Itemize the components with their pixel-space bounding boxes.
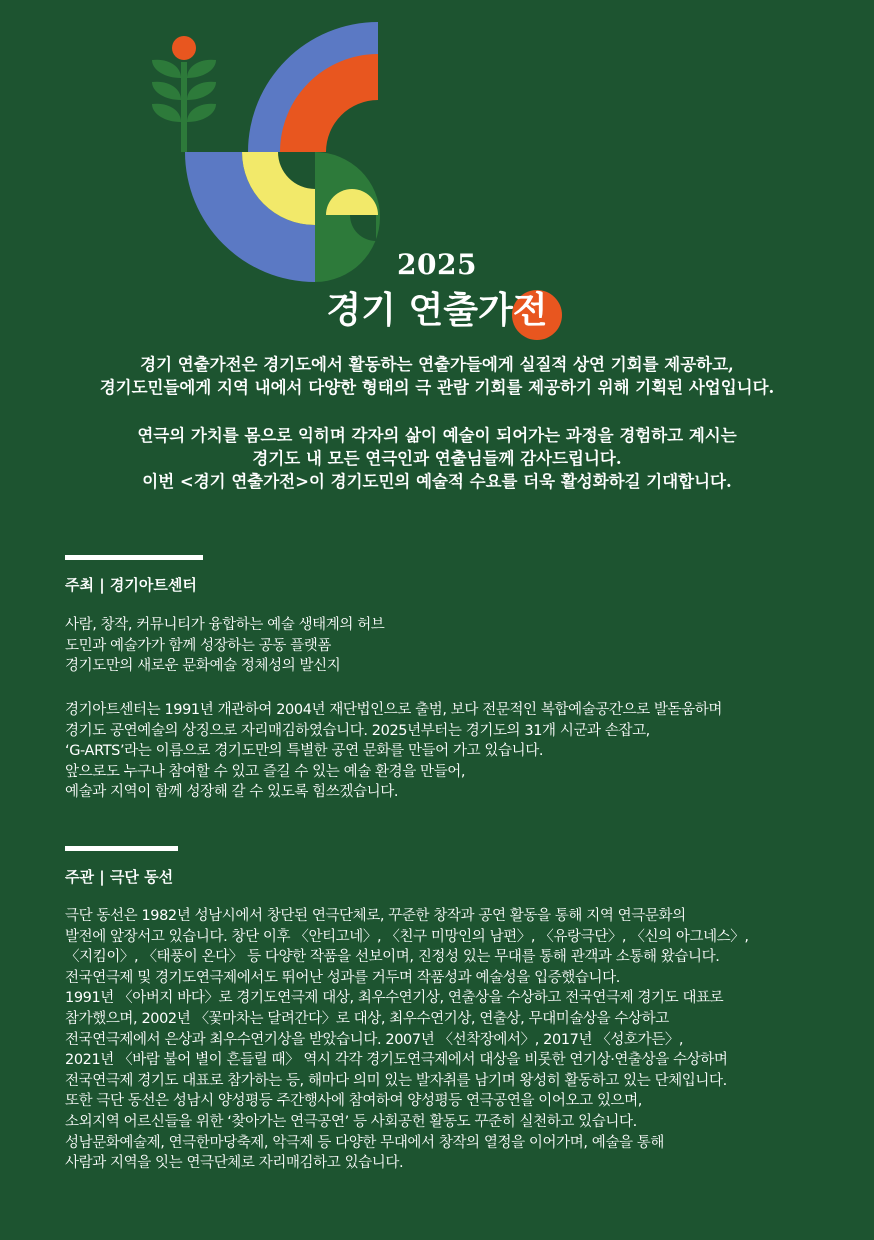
tagline: 경기도만의 새로운 문화예술 정체성의 발신지 — [65, 658, 341, 675]
intro-paragraph-2 — [0, 424, 874, 493]
intro-line: 경기 연출가전은 경기도에서 활동하는 연출가들에게 실질적 상연 기회를 제공하고, — [140, 355, 734, 374]
org-desc-line: 참가했으며, 2002년 〈꽃마차는 달려간다〉로 대상, 최우수연기상, 연출상, 무대미술상을 수상하고 — [65, 1010, 669, 1027]
org-desc-line: 전국연극제 및 경기도연극제에서도 뛰어난 성과를 거두며 작품성과 예술성을 입증했습니다. — [65, 969, 620, 986]
host-desc-line: ‘G-ARTS’라는 이름으로 경기도만의 특별한 공연 문화를 만들어 가고 있습니다. — [65, 743, 544, 760]
host-desc-line: 경기아트센터는 1991년 개관하여 2004년 재단법인으로 출범, 보다 전문적인 복합예술공간으로 발돋움하며 — [65, 702, 722, 718]
logo-leaf — [187, 60, 216, 78]
org-desc-line: 사람과 지역을 잇는 연극단체로 자리매김하고 있습니다. — [65, 1155, 404, 1172]
host-description — [65, 700, 722, 803]
host-desc-line: 예술과 지역이 함께 성장해 갈 수 있도록 힘쓰겠습니다. — [65, 784, 399, 801]
event-year: 2025 — [397, 248, 477, 281]
tagline: 도민과 예술가가 함께 성장하는 공동 플랫폼 — [65, 637, 331, 654]
intro-line: 경기도민들에게 지역 내에서 다양한 형태의 극 관람 기회를 제공하기 위해 기획된 사업입니다. — [99, 378, 775, 397]
org-desc-line: 전국연극제에서 은상과 최우수연기상을 받았습니다. 2007년 〈선착장에서〉, 2017년 〈성호가든〉, — [65, 1031, 684, 1048]
section-divider — [65, 555, 203, 560]
logo-leaf — [187, 104, 216, 122]
org-desc-line: 극단 동선은 1982년 성남시에서 창단된 연극단체로, 꾸준한 창작과 공연 활동을 통해 지역 연극문화의 — [65, 908, 686, 924]
host-taglines — [65, 615, 384, 677]
logo-leaf — [152, 104, 181, 122]
logo-leaf — [187, 82, 216, 100]
host-desc-line: 앞으로도 누구나 참여할 수 있고 즐길 수 있는 예술 환경을 만들어, — [65, 763, 466, 780]
logo-leaf — [152, 82, 181, 100]
host-heading: 주최 | 경기아트센터 — [65, 576, 197, 594]
org-desc-line: 〈지킴이〉, 〈태풍이 온다〉 등 다양한 작품을 선보이며, 진정성 있는 무대를 통해 관객과 소통해 왔습니다. — [65, 949, 720, 966]
org-desc-line: 1991년 〈아버지 바다〉로 경기도연극제 대상, 최우수연기상, 연출상을 수상하고 전국연극제 경기도 대표로 — [65, 990, 724, 1007]
tagline: 사람, 창작, 커뮤니티가 융합하는 예술 생태계의 허브 — [65, 617, 385, 633]
logo-leaf — [152, 60, 181, 78]
logo-sprout-stem — [181, 62, 187, 152]
org-desc-line: 성남문화예술제, 연극한마당축제, 악극제 등 다양한 무대에서 창작의 열정을 이어가며, 예술을 통해 — [65, 1134, 664, 1151]
org-desc-line: 소외지역 어르신들을 위한 ‘찾아가는 연극공연’ 등 사회공헌 활동도 꾸준히 실천하고 있습니다. — [65, 1113, 637, 1130]
organizer-description — [65, 906, 749, 1174]
event-title-text: 경기 연출가전 — [326, 289, 548, 331]
organizer-heading: 주관 | 극단 동선 — [65, 868, 174, 886]
section-divider — [65, 846, 178, 851]
logo-sprout-bud — [172, 36, 196, 60]
host-desc-line: 경기도 공연예술의 상징으로 자리매김하였습니다. 2025년부터는 경기도의 31개 시군과 손잡고, — [65, 722, 650, 739]
intro-line: 연극의 가치를 몸으로 익히며 각자의 삶이 예술이 되어가는 과정을 경험하고 계시는 — [137, 426, 737, 445]
intro-line: 이번 <경기 연출가전>이 경기도민의 예술적 수요를 더욱 활성화하길 기대합니다. — [142, 472, 732, 491]
intro-paragraph-1 — [0, 353, 874, 399]
org-desc-line: 발전에 앞장서고 있습니다. 창단 이후 〈안티고네〉, 〈친구 미망인의 남편〉, 〈유랑극단〉, 〈신의 아그네스〉, — [65, 928, 749, 945]
org-desc-line: 전국연극제 경기도 대표로 참가하는 등, 해마다 의미 있는 발자취를 남기며 왕성히 활동하고 있는 단체입니다. — [65, 1072, 727, 1089]
event-title — [326, 282, 547, 333]
title-wrap — [0, 282, 874, 333]
org-desc-line: 또한 극단 동선은 성남시 양성평등 주간행사에 참여하여 양성평등 연극공연을 이어오고 있으며, — [65, 1093, 642, 1110]
intro-line: 경기도 내 모든 연극인과 연출님들께 감사드립니다. — [252, 449, 622, 468]
org-desc-line: 2021년 〈바람 불어 별이 흔들릴 때〉 역시 각각 경기도연극제에서 대상을 비롯한 연기상·연출상을 수상하며 — [65, 1052, 728, 1069]
